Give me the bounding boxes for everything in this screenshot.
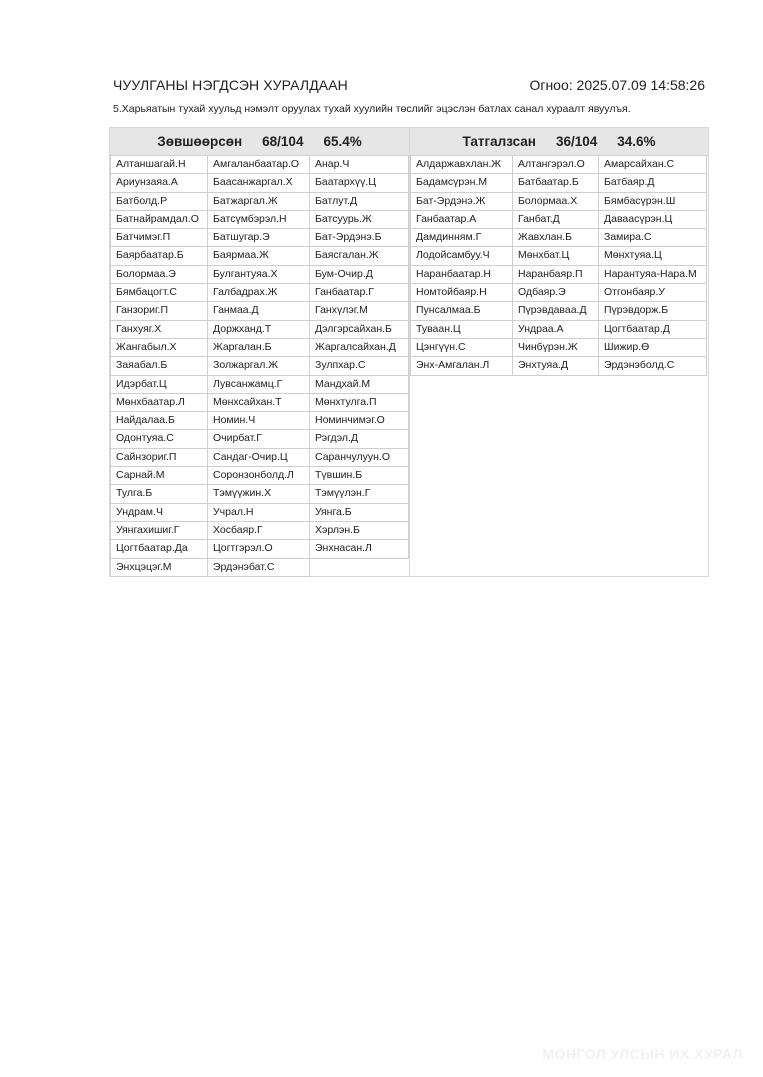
member-name: Очирбат.Г	[208, 430, 310, 448]
approve-members-grid	[110, 156, 409, 577]
member-name: Тулга.Б	[110, 485, 208, 503]
member-name: Наранбаяр.П	[513, 266, 599, 284]
member-name: Баярмаа.Ж	[208, 247, 310, 265]
member-name: Лувсанжамц.Г	[208, 376, 310, 394]
member-name: Эрдэнэболд.С	[599, 357, 707, 375]
member-name: Батшугар.Э	[208, 229, 310, 247]
member-name: Алтангэрэл.О	[513, 156, 599, 174]
vote-description: 5.Харьяатын тухай хуульд нэмэлт оруулах тухай хуулийн төслийг эцэслэн батлах санал хураалт явуулъя.	[113, 103, 631, 115]
member-name: Нарантуяа-Нара.М	[599, 266, 707, 284]
member-name: Баярбаатар.Б	[110, 247, 208, 265]
member-name: Номинчимэг.О	[310, 412, 409, 430]
member-name: Баасанжаргал.Х	[208, 174, 310, 192]
approve-label: Зөвшөөрсөн	[157, 134, 243, 149]
member-name: Энхнасан.Л	[310, 540, 409, 558]
member-name: Тэмүүжин.Х	[208, 485, 310, 503]
member-name: Батнайрамдал.О	[110, 211, 208, 229]
vote-results-table	[109, 127, 709, 577]
member-name: Ариунзаяа.А	[110, 174, 208, 192]
member-name: Бат-Эрдэнэ.Б	[310, 229, 409, 247]
member-name: Дамдинням.Г	[410, 229, 513, 247]
member-name: Дэлгэрсайхан.Б	[310, 321, 409, 339]
member-name: Номин.Ч	[208, 412, 310, 430]
member-name: Болормаа.Х	[513, 193, 599, 211]
reject-count: 36/104	[555, 134, 598, 149]
member-name: Булгантуяа.Х	[208, 266, 310, 284]
member-name: Ундраа.А	[513, 321, 599, 339]
member-name: Батжаргал.Ж	[208, 193, 310, 211]
member-name: Хэрлэн.Б	[310, 522, 409, 540]
member-name: Батлут.Д	[310, 193, 409, 211]
member-name: Мөнхтуяа.Ц	[599, 247, 707, 265]
member-name: Пүрэвдорж.Б	[599, 302, 707, 320]
member-name: Цэнгүүн.С	[410, 339, 513, 357]
member-name: Галбадрах.Ж	[208, 284, 310, 302]
member-name: Мандхай.М	[310, 376, 409, 394]
member-name: Батсуурь.Ж	[310, 211, 409, 229]
session-title: ЧУУЛГАНЫ НЭГДСЭН ХУРАЛДААН	[113, 77, 348, 93]
member-name: Түвшин.Б	[310, 467, 409, 485]
member-name: Чинбүрэн.Ж	[513, 339, 599, 357]
member-name: Сарнай.М	[110, 467, 208, 485]
member-name: Хосбаяр.Г	[208, 522, 310, 540]
member-name: Ганхуяг.Х	[110, 321, 208, 339]
reject-panel	[410, 128, 708, 576]
member-name: Энхцэцэг.М	[110, 559, 208, 577]
member-name: Жаргалсайхан.Д	[310, 339, 409, 357]
member-name: Бямбасүрэн.Ш	[599, 193, 707, 211]
member-name: Анар.Ч	[310, 156, 409, 174]
member-name: Доржханд.Т	[208, 321, 310, 339]
member-name: Тэмүүлэн.Г	[310, 485, 409, 503]
member-name: Цогтгэрэл.О	[208, 540, 310, 558]
member-name: Пунсалмаа.Б	[410, 302, 513, 320]
member-name: Бум-Очир.Д	[310, 266, 409, 284]
member-name: Даваасүрэн.Ц	[599, 211, 707, 229]
reject-header	[410, 128, 708, 156]
member-name: Эрдэнэбат.С	[208, 559, 310, 577]
member-name: Баатархүү.Ц	[310, 174, 409, 192]
member-name: Энхтуяа.Д	[513, 357, 599, 375]
member-name: Отгонбаяр.У	[599, 284, 707, 302]
header	[113, 77, 705, 97]
member-name: Цогтбаатар.Да	[110, 540, 208, 558]
member-name: Батбаяр.Д	[599, 174, 707, 192]
member-name: Учрал.Н	[208, 504, 310, 522]
member-name: Туваан.Ц	[410, 321, 513, 339]
member-name: Шижир.Ө	[599, 339, 707, 357]
member-name: Жавхлан.Б	[513, 229, 599, 247]
member-name: Пүрэвдаваа.Д	[513, 302, 599, 320]
member-name: Ганхүлэг.М	[310, 302, 409, 320]
approve-percent: 65.4%	[323, 134, 362, 149]
member-name: Ганбаатар.Г	[310, 284, 409, 302]
reject-label: Татгалзсан	[462, 134, 536, 149]
member-name: Ганзориг.П	[110, 302, 208, 320]
member-name: Сандаг-Очир.Ц	[208, 449, 310, 467]
member-name: Найдалаа.Б	[110, 412, 208, 430]
member-name: Ганбат.Д	[513, 211, 599, 229]
member-name: Номтойбаяр.Н	[410, 284, 513, 302]
member-name: Батчимэг.П	[110, 229, 208, 247]
member-name: Ганмаа.Д	[208, 302, 310, 320]
member-name: Батболд.Р	[110, 193, 208, 211]
reject-percent: 34.6%	[617, 134, 656, 149]
watermark: МОНГОЛ УЛСЫН ИХ ХУРАЛ	[542, 1046, 743, 1062]
member-name: Одонтуяа.С	[110, 430, 208, 448]
member-name: Мөнхбат.Ц	[513, 247, 599, 265]
member-name: Соронзонболд.Л	[208, 467, 310, 485]
member-name: Амгаланбаатар.О	[208, 156, 310, 174]
member-name: Замира.С	[599, 229, 707, 247]
vote-datetime: Огноо: 2025.07.09 14:58:26	[529, 77, 705, 93]
reject-members-grid	[410, 156, 708, 376]
member-name: Алдаржавхлан.Ж	[410, 156, 513, 174]
member-name: Батсүмбэрэл.Н	[208, 211, 310, 229]
member-name: Уянга.Б	[310, 504, 409, 522]
member-name: Золжаргал.Ж	[208, 357, 310, 375]
member-name: Бямбацогт.С	[110, 284, 208, 302]
member-name: Ундрам.Ч	[110, 504, 208, 522]
member-name: Батбаатар.Б	[513, 174, 599, 192]
approve-panel	[110, 128, 410, 576]
member-name: Лодойсамбуу.Ч	[410, 247, 513, 265]
approve-header	[110, 128, 409, 156]
member-name: Болормаа.Э	[110, 266, 208, 284]
member-name: Уянгахишиг.Г	[110, 522, 208, 540]
member-name: Рэгдэл.Д	[310, 430, 409, 448]
member-name: Баясгалан.Ж	[310, 247, 409, 265]
member-name: Амарсайхан.С	[599, 156, 707, 174]
member-name: Алтаншагай.Н	[110, 156, 208, 174]
member-name: Мөнхсайхан.Т	[208, 394, 310, 412]
member-name: Цогтбаатар.Д	[599, 321, 707, 339]
member-name: Жаргалан.Б	[208, 339, 310, 357]
member-name: Мөнхтулга.П	[310, 394, 409, 412]
member-name: Ганбаатар.А	[410, 211, 513, 229]
member-name: Зулпхар.С	[310, 357, 409, 375]
member-name: Жангабыл.Х	[110, 339, 208, 357]
member-name: Бадамсүрэн.М	[410, 174, 513, 192]
member-name: Идэрбат.Ц	[110, 376, 208, 394]
approve-count: 68/104	[262, 134, 304, 149]
member-name: Мөнхбаатар.Л	[110, 394, 208, 412]
member-name: Саранчулуун.О	[310, 449, 409, 467]
member-name: Заяабал.Б	[110, 357, 208, 375]
member-name: Наранбаатар.Н	[410, 266, 513, 284]
member-name: Сайнзориг.П	[110, 449, 208, 467]
member-name: Энх-Амгалан.Л	[410, 357, 513, 375]
member-name: Бат-Эрдэнэ.Ж	[410, 193, 513, 211]
member-name: Одбаяр.Э	[513, 284, 599, 302]
